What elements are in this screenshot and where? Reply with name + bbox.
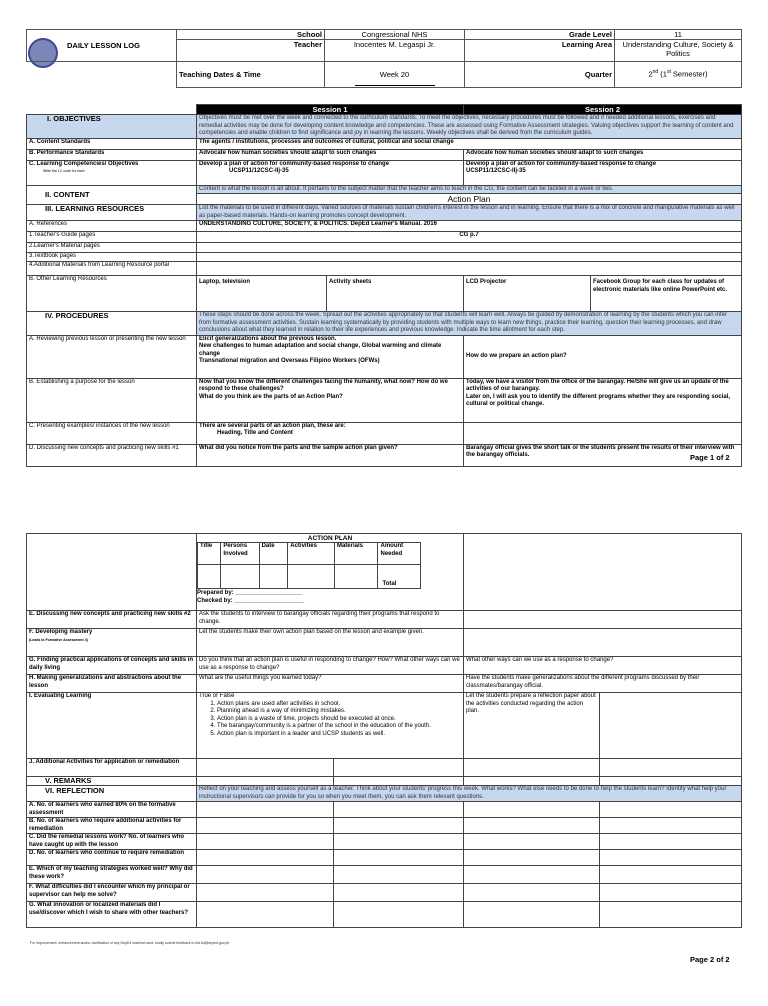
teacher-label: Teacher xyxy=(177,40,325,62)
grade-label: Grade Level xyxy=(465,30,615,40)
proc-a-s1: Elicit generalizations about the previous lesson. New challenges to human adaptation and social change, Global warming and climate change Transnational migration and Overseas Filipino Workers (OFWs) xyxy=(197,335,464,378)
prepared-by: Prepared by: ____________________ xyxy=(197,590,303,596)
header-table xyxy=(26,29,742,88)
teacher-guide-value: CG p.7 xyxy=(197,232,742,243)
reflection-note: Reflect on your teaching and assess yourself as a teacher. Think about your students' progress this week. What works? What else needs to be done to help the students learn? Identify what help your instructional supervisors can provide for you so when you meet them, you can ask them relevant questions. xyxy=(197,786,742,802)
proc-e-label: E. Discussing new concepts and practicing new skills #2 xyxy=(27,611,197,629)
action-plan-cell xyxy=(197,534,464,611)
ap-col-amount: Amount Needed xyxy=(378,543,421,565)
footnote: For improvement, enhancement and/or clarification of any DepEd material used, kindly submit feedback to bld.tld@deped.gov.ph xyxy=(30,941,230,945)
ap-col-date: Date xyxy=(259,543,288,565)
dates-value: Week 20 xyxy=(325,62,465,88)
proc-f-label: F. Developing mastery (Leads to Formative Assessment 3) xyxy=(27,629,197,657)
reflection-e: E. Which of my teaching strategies worked well? Why did these work? xyxy=(27,866,197,884)
references-label: A. References xyxy=(27,221,197,232)
reflection-f: F. What difficulties did I encounter which my principal or supervisor can help me solve? xyxy=(27,884,197,902)
quiz-item: 3. Action plan is a waste of time, projects should be executed at once. xyxy=(217,716,461,724)
procedures-note: These steps should be done across the week. Spread out the activities appropriately so that students will learn well. Always be guided by demonstration of learning by the students which you can infer from formative assessment activities. Sustain learning systematically by providing students with multiple ways to learn new things, practice their learning, question their learning processes, and draw conclusions about what they learned in relation to their life experiences and previous knowledge. Indicate the time allotment for each step. xyxy=(197,312,742,336)
proc-e-s1: Ask the students to interview to barangay officials regarding their programs that respond to change. xyxy=(197,611,464,629)
competencies-s2: Develop a plan of action for community-based response to change UCSP11/12CSC-IIj-35 xyxy=(464,160,742,185)
ap-col-persons: Persons Involved xyxy=(221,543,259,565)
teacher-guide-label: 1.Teacher's Guide pages xyxy=(27,232,197,243)
teacher-value: Inocentes M. Legaspi Jr. xyxy=(325,40,465,62)
content-standards-value: The agents / institutions, processes and outcomes of cultural, political and social change xyxy=(197,138,742,149)
procedures-heading: IV. PROCEDURES xyxy=(27,312,197,336)
proc-d-s2: Barangay official gives the short talk or the students present the results of their interview with the barangay officials. xyxy=(464,444,742,466)
proc-a-s2: How do we prepare an action plan? xyxy=(464,335,742,378)
reflection-c: C. Did the remedial lessons work? No. of learners who have caught up with the lesson xyxy=(27,834,197,850)
other-resource-4: Facebook Group for each class for updates of electronic materials like online PowerPoint etc. xyxy=(591,276,742,312)
school-value: Congressional NHS xyxy=(325,30,465,40)
content-heading: II. CONTENT xyxy=(27,185,197,205)
lesson-table-page2 xyxy=(26,533,742,928)
other-resource-3: LCD Projector xyxy=(464,276,591,312)
competencies-s1: Develop a plan of action for community-based response to change UCSP11/12CSC-IIj-35 xyxy=(197,160,464,185)
reflection-b: B. No. of learners who require additional activities for remediation xyxy=(27,818,197,834)
proc-b-label: B. Establishing a purpose for the lesson xyxy=(27,378,197,422)
dates-label: Teaching Dates & Time xyxy=(177,62,325,88)
competencies-label: C. Learning Competencies/ Objectives Write the LC code for each xyxy=(27,160,197,185)
quiz-item: 2. Planning ahead is a way of minimizing mistakes. xyxy=(217,708,461,716)
action-plan-title: ACTION PLAN xyxy=(307,535,353,542)
proc-b-s1: Now that you know the different challenges facing the humanity, what now? How do we respond to these challenges? What do you think are the parts of an Action Plan? xyxy=(197,378,464,422)
proc-j-label: J. Additional Activities for application or remediation xyxy=(27,759,197,777)
reflection-d: D. No. of learners who continue to require remediation xyxy=(27,850,197,866)
page-1-number: Page 1 of 2 xyxy=(690,453,730,462)
ap-col-activities: Activities xyxy=(288,543,335,565)
action-plan-table xyxy=(197,542,421,589)
resources-note: List the materials to be used in different days. Varied sources of materials sustain children's interest in the lesson and in learning. Ensure that there is a mix of concrete and manipulative materials as well as paper-based materials. Hands-on learning promotes concept development. xyxy=(197,205,742,221)
lesson-table-page1 xyxy=(26,104,742,467)
doc-title: DAILY LESSON LOG xyxy=(67,41,140,50)
objectives-note: Objectives must be met over the week and connected to the curriculum standards. To meet the objectives, necessary procedures must be followed and if needed additional lessons, exercises and remedial activities may be done for developing content knowledge and competencies. These are assessed using Formative Assessment strategies. Valuing objectives support the learning of content and competencies and enable children to find significance and joy in learning the lessons. Weekly objectives shall be derived from the curriculum guides. xyxy=(197,115,742,139)
ap-total: Total xyxy=(378,565,421,589)
proc-i-s1: True or False 1. Action plans are used after activities in school. 2. Planning ahead is a way of minimizing mistakes. 3. Action plan is a waste of time, projects should be executed at once. 4. The barangay/community is a partner of the school in the education of the youth. 5. Action plan is important in a leader and UCSP students as well. xyxy=(197,693,464,759)
resources-heading: III. LEARNING RESOURCES xyxy=(27,205,197,221)
proc-d-s1: What did you notice from the parts and the sample action plan given? xyxy=(197,444,464,466)
learner-material-label: 2.Learner's Material pages xyxy=(27,243,197,253)
proc-h-s2: Have the students make generalizations about the different programs discussed by their classmates/barangay official. xyxy=(464,675,742,693)
grade-value: 11 xyxy=(615,30,742,40)
content-value: Action Plan xyxy=(197,194,742,205)
reflection-a: A. No. of learners who earned 80% on the formative assessment xyxy=(27,802,197,818)
session-2-header: Session 2 xyxy=(464,105,742,115)
proc-c-s1: There are several parts of an action plan, these are: Heading, Title and Content xyxy=(197,422,464,444)
content-standards-label: A. Content Standards xyxy=(27,138,197,149)
proc-h-label: H. Making generalizations and abstractions about the lesson xyxy=(27,675,197,693)
session-1-header: Session 1 xyxy=(197,105,464,115)
quarter-label: Quarter xyxy=(465,62,615,88)
performance-standards-s1: Advocate how human societies should adapt to such changes xyxy=(197,149,464,160)
ap-col-title: Title xyxy=(198,543,221,565)
proc-d-label: D. Discussing new concepts and practicing new skills #1 xyxy=(27,444,197,466)
quiz-item: 1. Action plans are used after activities in school. xyxy=(217,701,461,709)
reflection-heading: VI. REFLECTION xyxy=(27,786,197,802)
other-resource-1: Laptop, television xyxy=(197,276,327,312)
other-resource-2: Activity sheets xyxy=(327,276,464,312)
quarter-value: 2nd (1st Semester) xyxy=(615,62,742,88)
remarks-heading: V. REMARKS xyxy=(27,777,197,786)
other-resources-label: B. Other Learning Resources xyxy=(27,276,197,312)
proc-c-label: C. Presenting examples/ instances of the new lesson xyxy=(27,422,197,444)
page-2-number: Page 2 of 2 xyxy=(690,955,730,964)
proc-g-s2: What other ways can we use as a response to change? xyxy=(464,657,742,675)
proc-g-s1: Do you think that an action plan is useful in responding to change? How? What other ways can we use as a response to change? xyxy=(197,657,464,675)
proc-b-s2: Today, we have a visitor from the office of the barangay. He/She will give us an update of the activities of our barangay. Later on, I will ask you to identify the different programs whether they are responding social, cultural or political change. xyxy=(464,378,742,422)
performance-standards-label: B. Performance Standards xyxy=(27,149,197,160)
objectives-heading: I. OBJECTIVES xyxy=(27,115,197,139)
area-value: Understanding Culture, Society & Politics xyxy=(615,40,742,62)
performance-standards-s2: Advocate how human societies should adapt to such changes xyxy=(464,149,742,160)
proc-i-s2: Let the students prepare a reflection paper about the activities conducted regarding the action plan. xyxy=(464,693,600,759)
content-note: Content is what the lesson is all about. It pertains to the subject matter that the teacher aims to teach in the CG, the content can be tackled in a week or two. xyxy=(197,185,742,194)
proc-i-label: I. Evaluating Learning xyxy=(27,693,197,759)
proc-f-s1: Let the students make their own action plan based on the lesson and example given. xyxy=(197,629,464,657)
reflection-g: G. What innovation or localized materials did I use/discover which I wish to share with other teachers? xyxy=(27,902,197,928)
proc-h-s1: What are the useful things you learned today? xyxy=(197,675,464,693)
ap-col-materials: Materials xyxy=(334,543,378,565)
references-value: UNDERSTANDING CULTURE, SOCIETY, & POLITICS. DepEd Learner's Manual. 2016 xyxy=(197,221,742,232)
textbook-label: 3.Textbook pages xyxy=(27,253,197,262)
school-label: School xyxy=(177,30,325,40)
proc-a-label: A. Reviewing previous lesson or presenting the new lesson xyxy=(27,335,197,378)
area-label: Learning Area xyxy=(465,40,615,62)
quiz-item: 4. The barangay/community is a partner of the school in the education of the youth. xyxy=(217,723,461,731)
quiz-item: 5. Action plan is important in a leader and UCSP students as well. xyxy=(217,731,461,739)
proc-g-label: G. Finding practical applications of concepts and skills in daily living xyxy=(27,657,197,675)
lr-portal-label: 4.Additional Materials from Learning Resource portal xyxy=(27,262,197,276)
checked-by: Checked by: _____________________ xyxy=(197,598,305,604)
